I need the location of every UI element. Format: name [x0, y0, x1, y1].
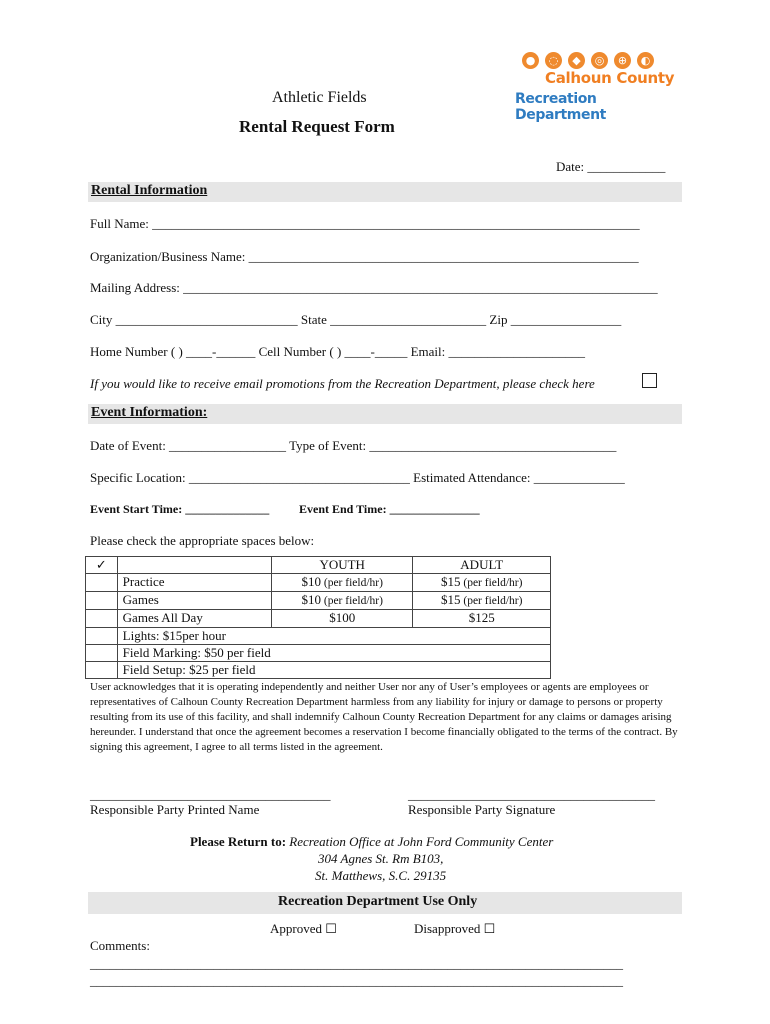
calhoun-county-logo [512, 50, 680, 123]
return-address-line1: Please Return to: Recreation Office at John Ford Community Center [190, 834, 554, 849]
email-promo-text: If you would like to receive email promotions from the Recreation Department, please check here [90, 376, 595, 391]
soccer-ball-icon: ● [522, 52, 539, 69]
rental-info-heading: Rental Information [91, 183, 208, 198]
approved-checkbox[interactable]: Approved ☐ [270, 921, 337, 936]
football-icon: ◆ [568, 52, 585, 69]
rental-info-header [88, 182, 682, 202]
row-label: Practice [117, 574, 271, 592]
email-promo-checkbox[interactable] [642, 373, 657, 388]
fees-table [85, 556, 551, 679]
table-row [86, 645, 551, 662]
table-row [86, 574, 551, 592]
event-start-time-field[interactable]: Event Start Time: ______________ [90, 502, 270, 516]
table-row [86, 628, 551, 645]
adult-price: $15 (per field/hr) [413, 574, 551, 592]
event-info-heading: Event Information: [91, 405, 208, 420]
rugby-ball-icon: ◐ [637, 52, 654, 69]
table-row [86, 662, 551, 679]
row-checkbox[interactable] [86, 610, 118, 628]
printed-name-line[interactable]: _____________________________________ [90, 787, 331, 802]
printed-name-label: Responsible Party Printed Name [90, 802, 260, 817]
logo-text-county: Calhoun County [545, 69, 675, 87]
row-checkbox[interactable] [86, 628, 118, 645]
comments-label: Comments: [90, 938, 150, 953]
organization-field[interactable]: Organization/Business Name: ____________________________________________________________ [90, 249, 639, 264]
adult-price: $15 (per field/hr) [413, 592, 551, 610]
lights-fee: Lights: $15per hour [117, 628, 550, 645]
office-use-heading: Recreation Department Use Only [278, 894, 478, 909]
mailing-address-field[interactable]: Mailing Address: _________________________________________________________________________ [90, 280, 658, 295]
baseball-icon: ◌ [545, 52, 562, 69]
basketball-icon: ⊕ [614, 52, 631, 69]
event-info-header [88, 404, 682, 424]
comment-line[interactable]: __________________________________________________________________________________ [90, 973, 623, 988]
disapproved-checkbox[interactable]: Disapproved ☐ [414, 921, 496, 936]
return-address-line2: 304 Agnes St. Rm B103, [318, 851, 444, 866]
signature-line[interactable]: ______________________________________ [408, 787, 655, 802]
location-attendance-fields[interactable]: Specific Location: __________________________________ Estimated Attendance: ______________ [90, 470, 625, 485]
city-state-zip-fields[interactable]: City ____________________________ State ________________________ Zip _________________ [90, 312, 622, 327]
table-header-row [86, 557, 551, 574]
event-end-time-field[interactable]: Event End Time: _______________ [299, 502, 480, 516]
row-checkbox[interactable] [86, 592, 118, 610]
adult-column-header: ADULT [413, 557, 551, 574]
row-label: Games All Day [117, 610, 271, 628]
check-column-header: ✓ [86, 557, 118, 574]
form-subtitle: Athletic Fields [272, 89, 367, 106]
agreement-text: User acknowledges that it is operating independently and neither User nor any of User’s employees or agents are employees or representatives of Calhoun County Recreation Department harmless from any liability for injury or damage to persons or property resulting from its use of this facility, and shall indemnify Calhoun County Recreation Department for any claims or damages arising hereunder. I understand that once the agreement becomes a reservation I become financially obligated to the terms of the contract. By signing this agreement, I agree to all terms listed in the agreement. [90, 681, 678, 753]
sports-icons [522, 52, 654, 69]
comment-line[interactable]: __________________________________________________________________________________ [90, 956, 623, 971]
row-checkbox[interactable] [86, 574, 118, 592]
youth-price: $100 [271, 610, 412, 628]
row-checkbox[interactable] [86, 645, 118, 662]
field-setup-fee: Field Setup: $25 per field [117, 662, 550, 679]
full-name-field[interactable]: Full Name: ___________________________________________________________________________ [90, 216, 640, 231]
check-prompt: Please check the appropriate spaces below: [90, 533, 315, 548]
form-title: Rental Request Form [239, 117, 395, 136]
field-marking-fee: Field Marking: $50 per field [117, 645, 550, 662]
event-date-type-fields[interactable]: Date of Event: __________________ Type of Event: ______________________________________ [90, 438, 617, 453]
youth-price: $10 (per field/hr) [271, 574, 412, 592]
return-address-line3: St. Matthews, S.C. 29135 [315, 868, 447, 883]
phone-email-fields[interactable]: Home Number ( ) ____-______ Cell Number ( ) ____-_____ Email: _____________________ [90, 344, 586, 359]
row-label: Games [117, 592, 271, 610]
date-field[interactable]: Date: ____________ [556, 159, 666, 174]
table-row [86, 610, 551, 628]
table-row [86, 592, 551, 610]
youth-price: $10 (per field/hr) [271, 592, 412, 610]
tennis-icon: ◎ [591, 52, 608, 69]
youth-column-header: YOUTH [271, 557, 412, 574]
adult-price: $125 [413, 610, 551, 628]
row-checkbox[interactable] [86, 662, 118, 679]
logo-text-department: Recreation Department [515, 91, 606, 123]
signature-label: Responsible Party Signature [408, 802, 556, 817]
